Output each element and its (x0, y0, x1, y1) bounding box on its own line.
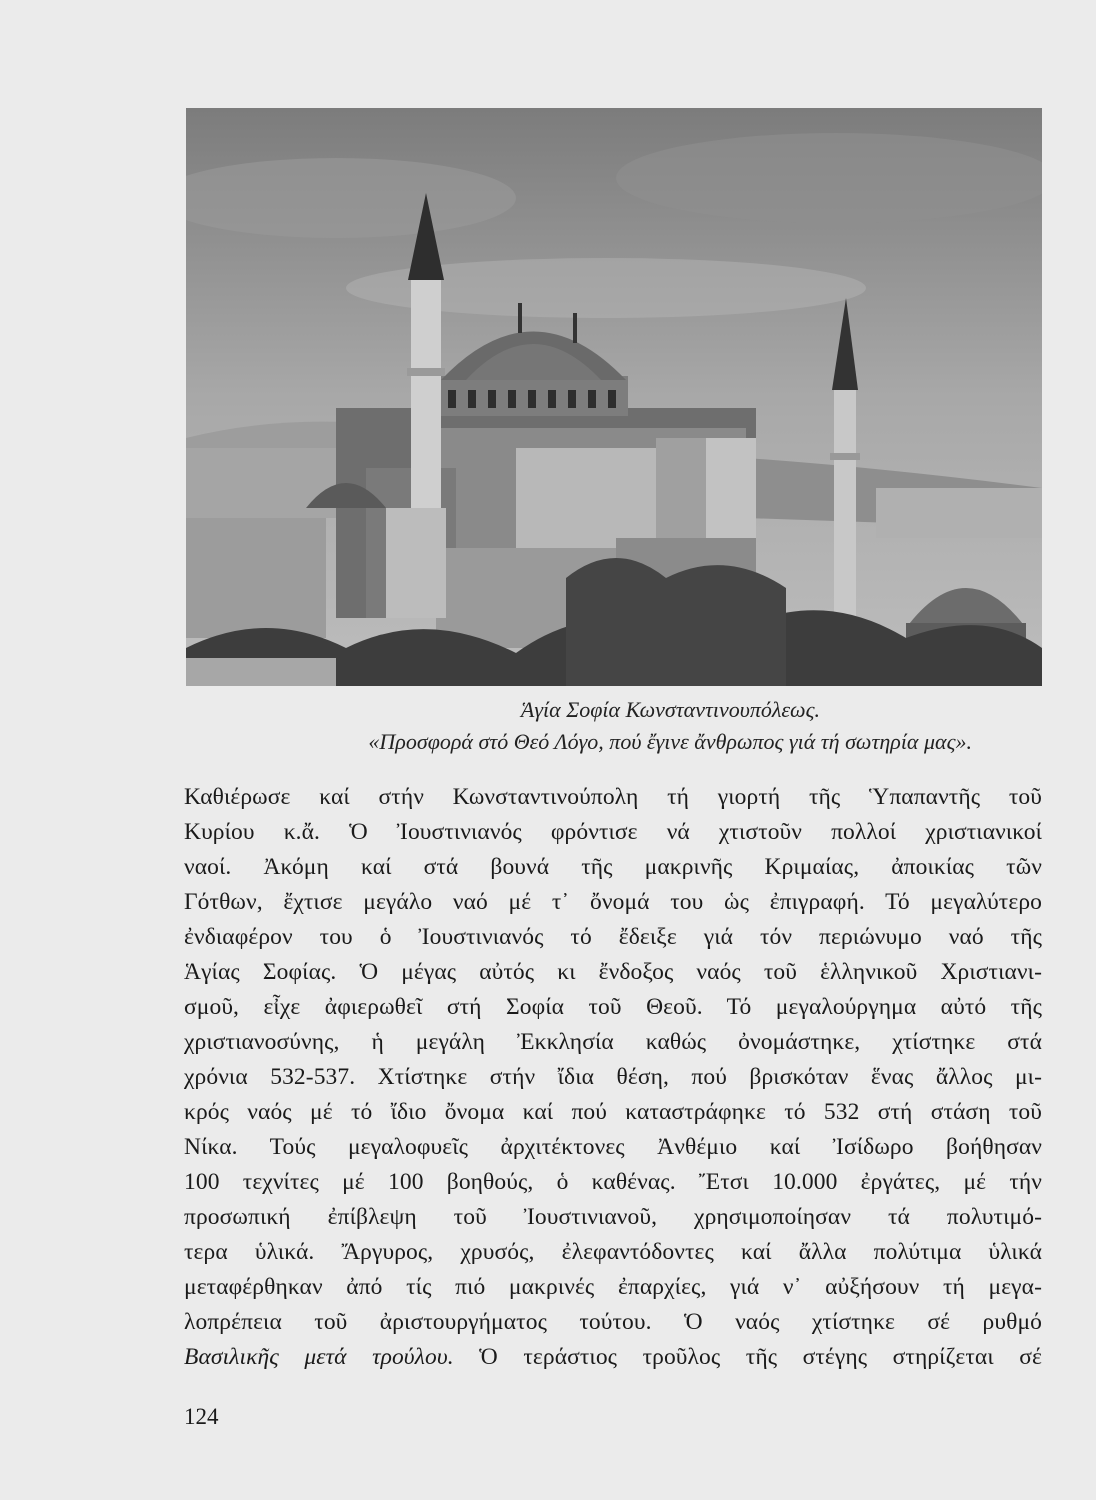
page-number: 124 (184, 1404, 219, 1429)
text-line: σμοῦ, εἶχε ἀφιερωθεῖ στή Σοφία τοῦ Θεοῦ. Τό μεγαλούργημα αὐτό τῆς (184, 994, 1042, 1020)
text-line: 100 τεχνίτες μέ 100 βοηθούς, ὁ καθένας. Ἔτσι 10.000 ἐργάτες, μέ τήν (184, 1169, 1042, 1195)
caption-quote: «Προσφορά στό Θεό Λόγο, πού ἔγινε ἄνθρωπος γιά τή σωτηρία μας». (368, 729, 972, 754)
text-line-last (184, 1340, 1042, 1375)
text-line: κρός ναός μέ τό ἴδιο ὄνομα καί πού καταστράφηκε τό 532 στή στάση τοῦ (184, 1099, 1042, 1125)
text-line: τερα ὑλικά. Ἄργυρος, χρυσός, ἐλεφαντόδοντες καί ἄλλα πολύτιμα ὑλικά (184, 1239, 1042, 1265)
hagia-sophia-illustration (186, 108, 1042, 686)
hagia-sophia-photo (186, 108, 1042, 686)
text-line: λοπρέπεια τοῦ ἀριστουργήματος τούτου. Ὁ ναός χτίστηκε σέ ρυθμό (184, 1309, 1042, 1335)
text-line: μεταφέρθηκαν ἀπό τίς πιό μακρινές ἐπαρχίες, γιά ν᾽ αὐξήσουν τή μεγα- (184, 1274, 1042, 1300)
text-line: ἐνδιαφέρον του ὁ Ἰουστινιανός τό ἔδειξε γιά τόν περιώνυμο ναό τῆς (184, 924, 1042, 950)
text-line: Νίκα. Τούς μεγαλοφυεῖς ἀρχιτέκτονες Ἀνθέμιο καί Ἰσίδωρο βοήθησαν (184, 1134, 1042, 1160)
text-line: Κυρίου κ.ἄ. Ὁ Ἰουστινιανός φρόντισε νά χτιστοῦν πολλοί χριστιανικοί (184, 819, 1042, 845)
text-line-last-rest: Ὁ τεράστιος τροῦλος τῆς στέγης στηρίζεται σέ (453, 1344, 1042, 1370)
text-line: ναοί. Ἀκόμη καί στά βουνά τῆς μακρινῆς Κριμαίας, ἀποικίας τῶν (184, 854, 1042, 880)
text-line: προσωπική ἐπίβλεψη τοῦ Ἰουστινιανοῦ, χρησιμοποίησαν τά πολυτιμό- (184, 1204, 1042, 1230)
photo-caption (186, 694, 1042, 758)
text-line: χριστιανοσύνης, ἡ μεγάλη Ἐκκλησία καθώς ὀνομάστηκε, χτίστηκε στά (184, 1029, 1042, 1055)
body-text (184, 780, 1042, 1375)
text-line: Καθιέρωσε καί στήν Κωνσταντινούπολη τή γιορτή τῆς Ὑπαπαντῆς τοῦ (184, 784, 1042, 810)
italic-term: Βασιλικῆς μετά τρούλου. (184, 1344, 454, 1370)
text-line: Ἁγίας Σοφίας. Ὁ μέγας αὐτός κι ἔνδοξος ναός τοῦ ἑλληνικοῦ Χριστιανι- (184, 959, 1042, 985)
text-line: Γότθων, ἔχτισε μεγάλο ναό μέ τ᾽ ὄνομά του ὡς ἐπιγραφή. Τό μεγαλύτερο (184, 889, 1042, 915)
caption-title: Ἁγία Σοφία Κωνσταντινουπόλεως. (520, 697, 820, 722)
text-line: χρόνια 532-537. Χτίστηκε στήν ἴδια θέση, πού βρισκόταν ἕνας ἄλλος μι- (184, 1064, 1042, 1090)
